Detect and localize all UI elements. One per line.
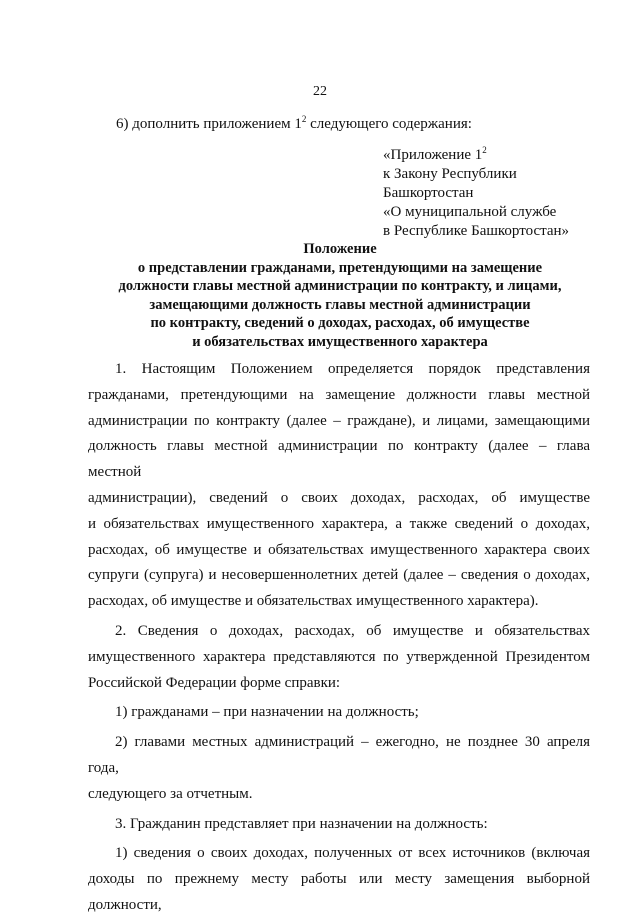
paragraph-6-line-1: 1) сведения о своих доходах, полученных от всех источников (включая	[115, 845, 590, 862]
appendix-line-3: Башкортостан	[383, 185, 474, 201]
paragraph-1-line-6: и обязательствах имущественного характера, а также сведений о доходах,	[88, 515, 590, 532]
paragraph-4-line-2: следующего за отчетным.	[88, 785, 253, 802]
paragraph-3: 1) гражданами – при назначении на должность;	[115, 704, 419, 721]
title-line-4: замещающими должность главы местной администрации	[149, 296, 531, 313]
paragraph-2-line-2: имущественного характера представляются по утвержденной Президентом	[88, 648, 590, 665]
paragraph-1-line-4: должность главы местной администрации по контракту (далее – глава местной	[88, 438, 590, 481]
title-line-1: Положение	[303, 241, 377, 257]
paragraph-1-line-1: 1. Настоящим Положением определяется порядок представления	[115, 361, 590, 377]
paragraph-1-line-5: администрации), сведений о своих доходах, расходах, об имуществе	[88, 489, 590, 506]
paragraph-6-line-2: доходы по прежнему месту работы или месту замещения выборной должности,	[88, 871, 590, 913]
paragraph-1-line-8: супруги (супруга) и несовершеннолетних детей (далее – сведения о доходах,	[88, 567, 590, 584]
amendment-intro	[116, 116, 472, 133]
appendix-title: «Приложение 1	[383, 147, 483, 163]
regulation-title	[80, 240, 600, 351]
title-line-3: должности главы местной администрации по контракту, и лицами,	[118, 278, 562, 294]
page-number: 22	[313, 84, 327, 99]
appendix-header	[383, 146, 569, 241]
title-line-6: и обязательствах имущественного характера	[192, 333, 488, 350]
intro-text-end: следующего содержания:	[306, 116, 472, 132]
document-body	[88, 357, 590, 919]
appendix-superscript: 2	[482, 145, 487, 155]
paragraph-1-line-7: расходах, об имуществе и обязательствах имущественного характера своих	[88, 541, 590, 558]
paragraph-2-line-1: 2. Сведения о доходах, расходах, об имуществе и обязательствах	[115, 622, 590, 639]
paragraph-1-line-3: администрации по контракту (далее – граждане), и лицами, замещающими	[88, 412, 590, 429]
intro-text: 6) дополнить приложением 1	[116, 116, 302, 132]
paragraph-4-line-1: 2) главами местных администраций – ежегодно, не позднее 30 апреля года,	[88, 734, 590, 776]
paragraph-5: 3. Гражданин представляет при назначении на должность:	[115, 815, 488, 832]
title-line-5: по контракту, сведений о доходах, расходах, об имуществе	[150, 315, 530, 331]
paragraph-1-line-9: расходах, об имуществе и обязательствах имущественного характера).	[88, 593, 539, 610]
appendix-line-4: «О муниципальной службе	[383, 204, 557, 220]
paragraph-1-line-2: гражданами, претендующими на замещение должности главы местной	[88, 386, 590, 403]
appendix-line-5: в Республике Башкортостан»	[383, 223, 570, 239]
appendix-line-2: к Закону Республики	[383, 166, 517, 182]
paragraph-2-line-3: Российской Федерации форме справки:	[88, 674, 341, 691]
title-line-2: о представлении гражданами, претендующими на замещение	[137, 259, 543, 276]
intro-superscript: 2	[301, 114, 307, 124]
appendix-line-1	[383, 146, 569, 165]
